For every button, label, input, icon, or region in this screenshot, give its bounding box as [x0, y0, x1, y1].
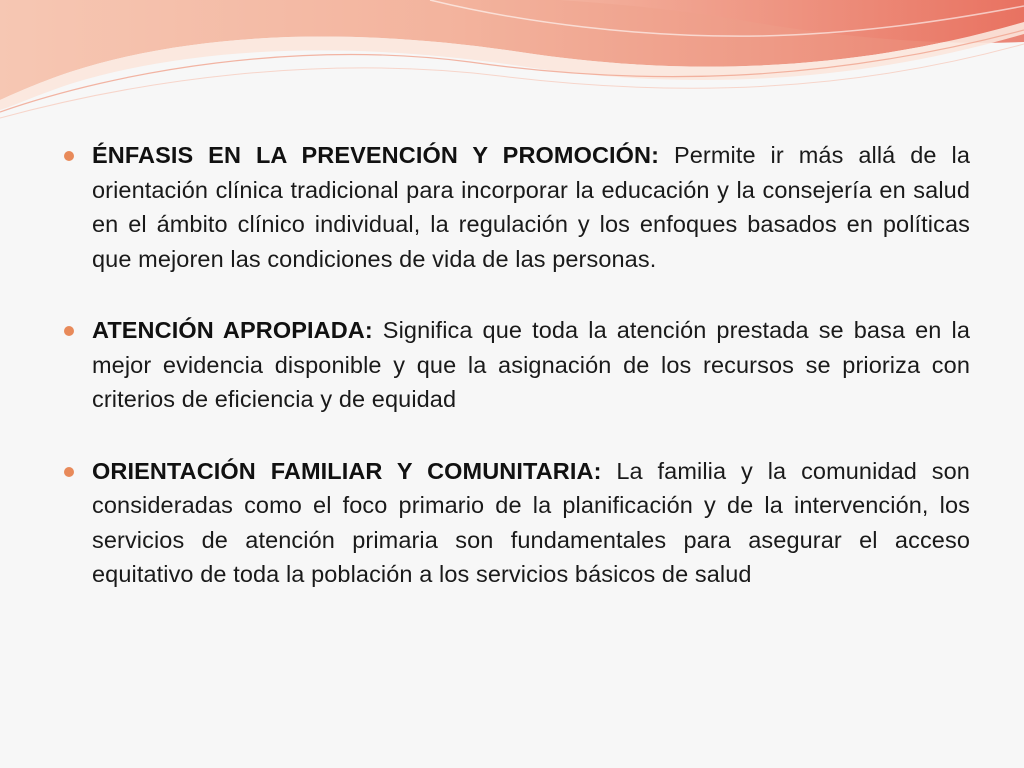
bullet-item-prevencion: [58, 138, 970, 276]
bullet-text: [92, 454, 970, 592]
bullet-dot-icon: [64, 326, 74, 336]
bullet-text: [92, 313, 970, 417]
bullet-description: Significa que toda la atención prestada se basa en la mejor evidencia disponible y que la asignación de los recursos se prioriza con criterios de eficiencia y de equidad: [92, 317, 970, 412]
bullet-term: ÉNFASIS EN LA PREVENCIÓN Y PROMOCIÓN: [92, 142, 652, 168]
bullet-item-atencion: [58, 313, 970, 417]
bullet-dot-icon: [64, 467, 74, 477]
bullet-term: ATENCIÓN APROPIADA: [92, 317, 365, 343]
bullet-dot-icon: [64, 151, 74, 161]
bullet-list: [58, 138, 970, 629]
bullet-term-separator: :: [651, 142, 660, 168]
bullet-text: [92, 138, 970, 276]
bullet-description: Permite ir más allá de la orientación clínica tradicional para incorporar la educación y la consejería en salud en el ámbito clínico individual, la regulación y los enfoques basados en políticas que mejoren las condiciones de vida de las personas.: [92, 142, 970, 272]
bullet-term-separator: :: [364, 317, 373, 343]
bullet-description: La familia y la comunidad son consideradas como el foco primario de la planificación y de la intervención, los servicios de atención primaria son fundamentales para asegurar el acceso equitativo de toda la población a los servicios básicos de salud: [92, 457, 970, 587]
bullet-item-orientacion: [58, 454, 970, 592]
bullet-term-separator: :: [593, 457, 602, 484]
bullet-term: ORIENTACIÓN FAMILIAR Y COMUNITARIA: [92, 457, 594, 484]
decorative-wave-banner: [0, 0, 1024, 135]
